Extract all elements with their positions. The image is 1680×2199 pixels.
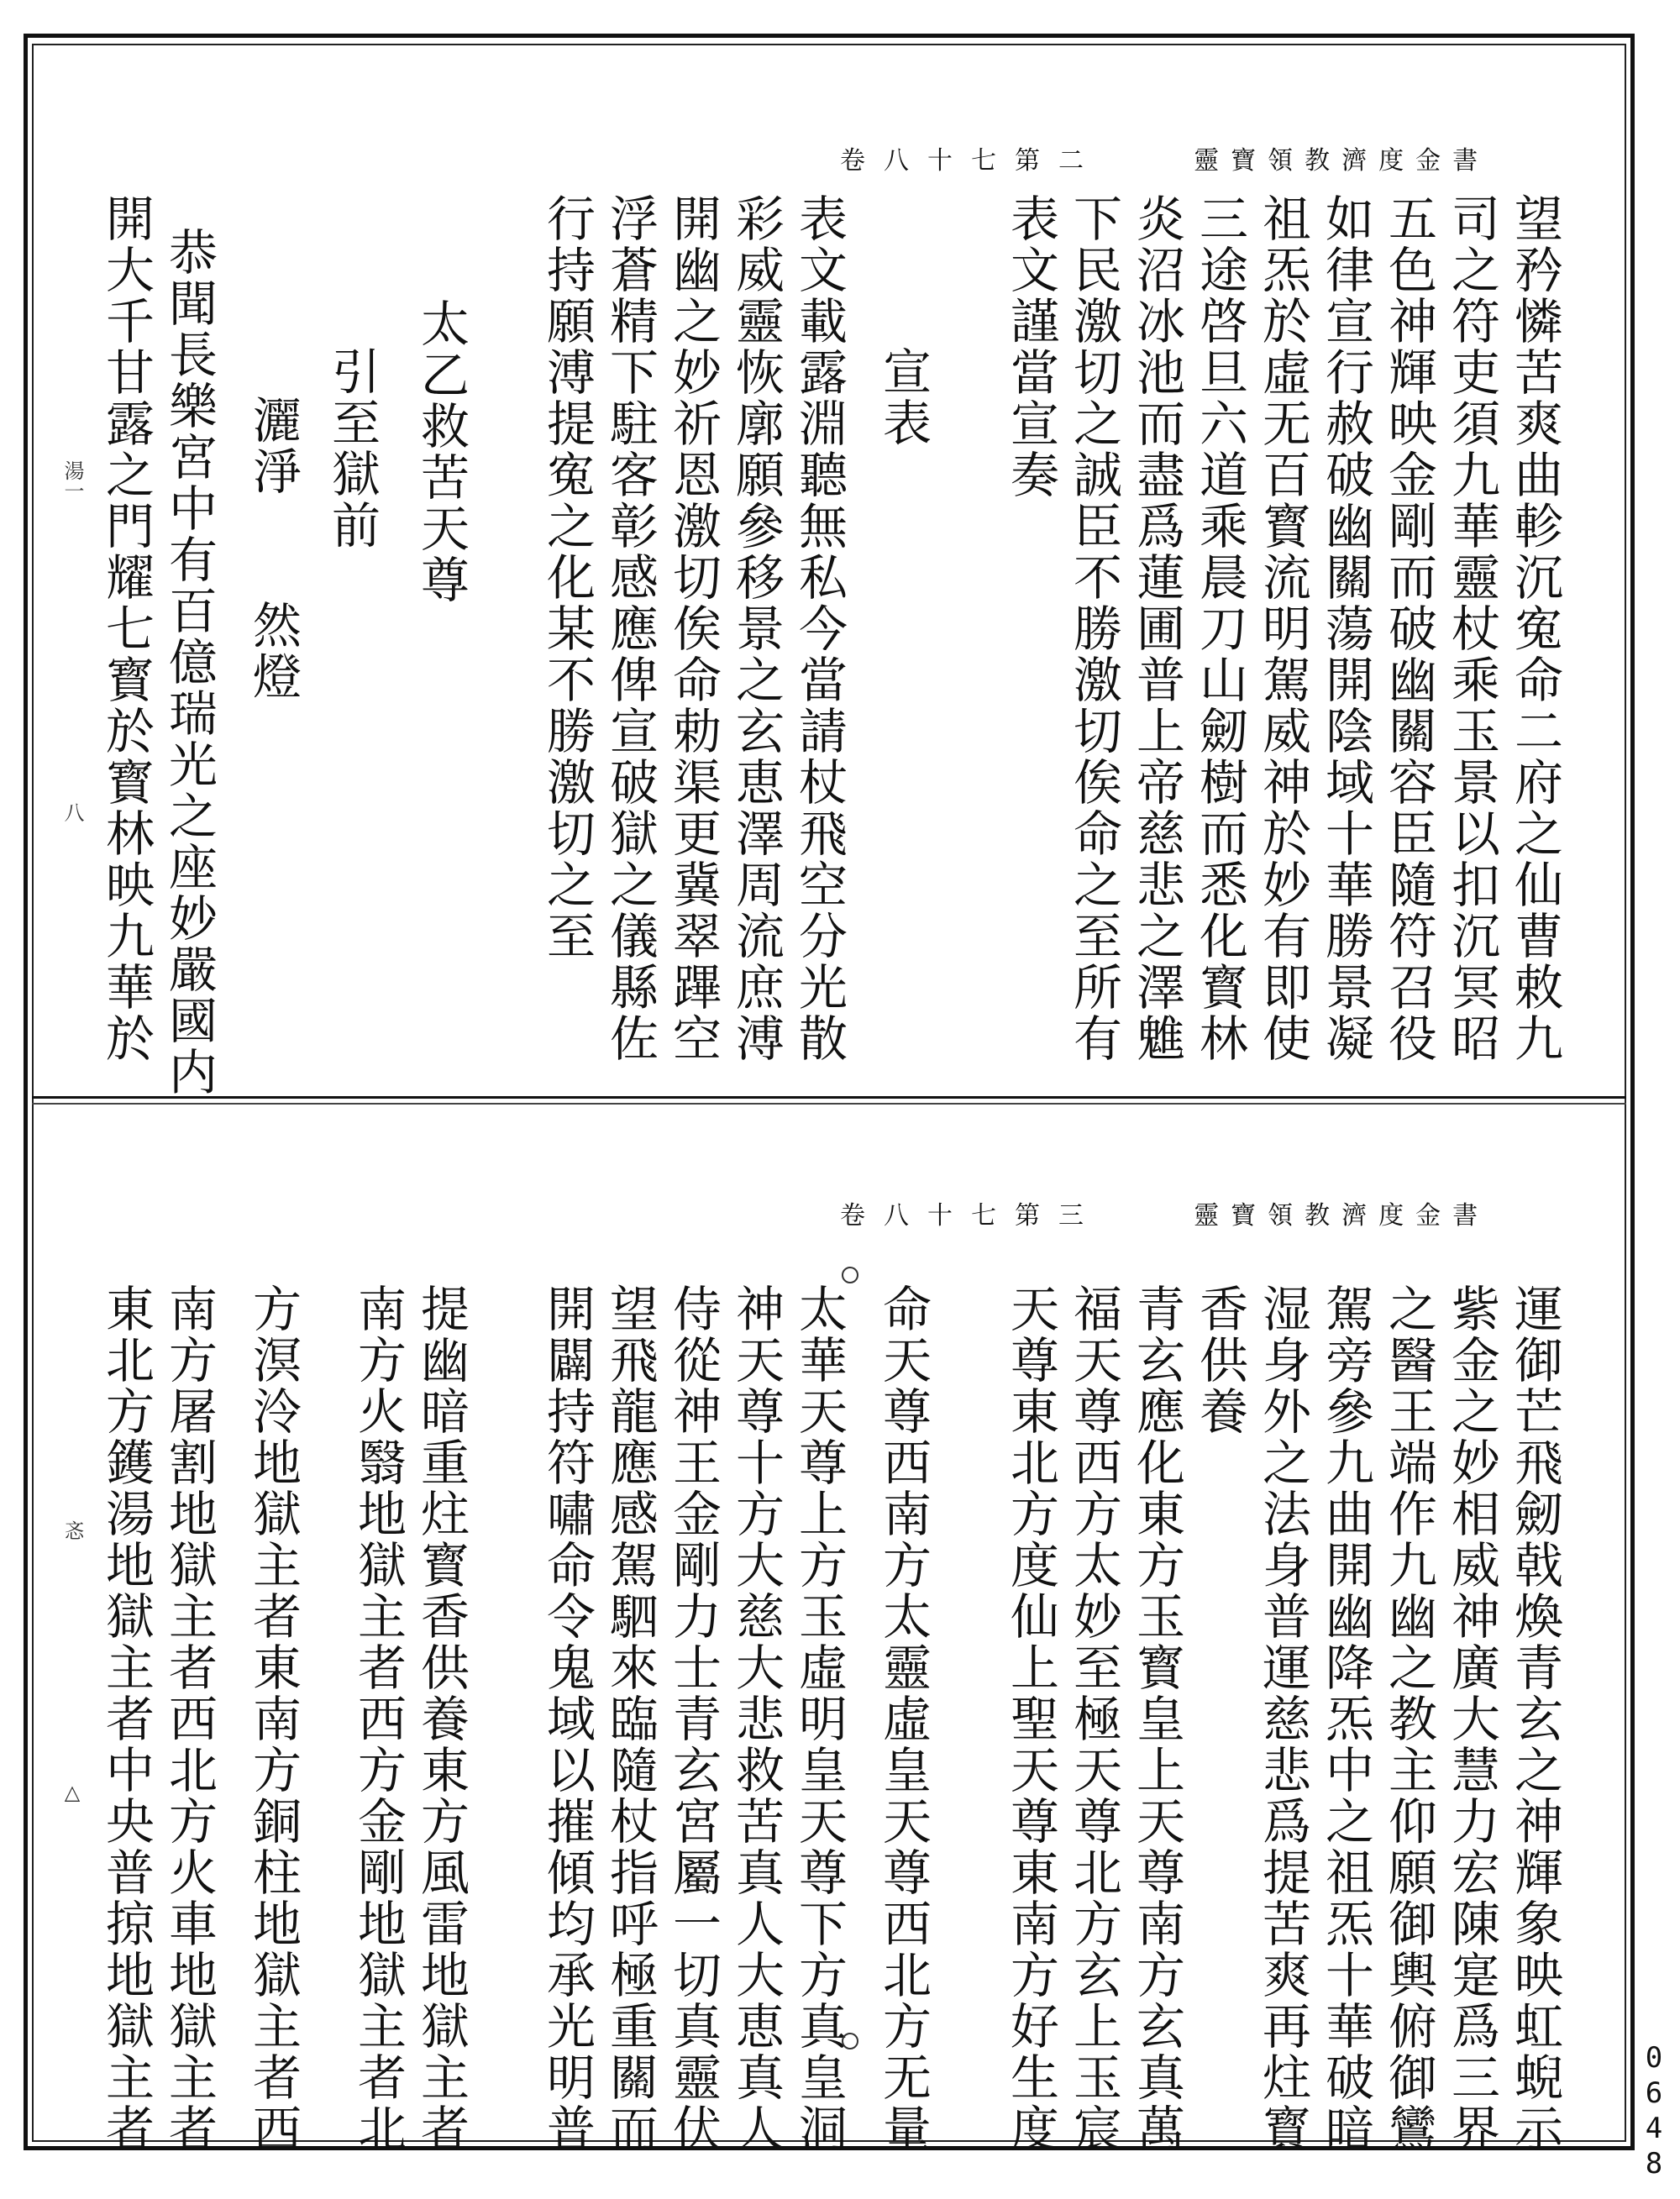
- text-column: 炎沼冰池而盡爲蓮圃普上帝慈悲之澤魋: [1128, 193, 1185, 1064]
- page-divider: [32, 1096, 1626, 1105]
- text-column: 表文載露淵聽無私今當請杖飛空分光散: [790, 193, 848, 1064]
- text-column: 開大千甘露之門耀七寳於寳林映九華於: [97, 193, 155, 1064]
- text-column: 望飛龍應感駕駟來臨隨杖指呼極重關而: [601, 1283, 659, 2154]
- text-column: 紫金之妙相威神廣大慧力宏陳寔爲三界: [1443, 1283, 1500, 2154]
- text-column: 開幽之妙祈恩激切俟命勅渠更冀翠蹕空: [664, 193, 722, 1064]
- page-number: 0648: [1637, 2041, 1671, 2182]
- text-column: 司之符吏須九華靈杖乘玉景以扣沉冥昭: [1443, 193, 1500, 1064]
- bottom-page-header: [840, 1199, 1489, 1233]
- ring-mark: [842, 2033, 858, 2049]
- text-column: 駕旁參九曲開幽降炁中之祖炁十華破暗: [1317, 1283, 1374, 2154]
- text-column: 灑淨 然燈: [244, 395, 302, 702]
- text-column: 方溟泠地獄主者東南方銅柱地獄主者西: [244, 1283, 302, 2154]
- text-column: 之醫王端作九幽之教主仰願御輿俯御鸞: [1380, 1283, 1437, 2154]
- ring-mark: [842, 1267, 858, 1283]
- text-column: 香供養: [1191, 1283, 1248, 1437]
- text-column: 引至獄前: [323, 346, 381, 551]
- text-column: 南方火翳地獄主者西方金剛地獄主者北: [349, 1283, 407, 2154]
- text-column: 福天尊西方太妙至極天尊北方玄上玉宸: [1065, 1283, 1122, 2154]
- side-note: 湯一: [60, 460, 84, 501]
- margin-mark: 八: [60, 802, 84, 822]
- text-column: 開闢持符嘯命令鬼域以摧傾均承光明普: [538, 1283, 596, 2154]
- top-header-title: 靈寶領教濟度金書: [1194, 146, 1490, 176]
- text-column: 命天尊西南方太靈虛皇天尊西北方无量: [874, 1283, 932, 2154]
- text-column: 如律宣行赦破幽關蕩開陰域十華勝景凝: [1317, 193, 1374, 1064]
- bottom-header-title: 靈寶領教濟度金書: [1194, 1201, 1490, 1231]
- text-column: 東北方鑊湯地獄主者中央普掠地獄主者: [97, 1283, 155, 2154]
- text-column: 南方屠割地獄主者西北方火車地獄主者: [160, 1283, 218, 2154]
- text-column: 太華天尊上方玉虛明皇天尊下方真皇洞: [790, 1283, 848, 2154]
- text-column: 提幽暗重炷寳香供養東方風雷地獄主者: [412, 1283, 470, 2154]
- text-column: 望矜憐苦爽曲軫沉寃命二府之仙曹敕九: [1506, 193, 1563, 1064]
- text-column: 行持願溥提寃之化某不勝激切之至: [538, 193, 596, 962]
- bottom-header-volume: 卷八十七第三: [840, 1201, 1102, 1231]
- text-column: 恭聞長樂宮中有百億瑞光之座妙嚴國内: [160, 227, 218, 1098]
- margin-mark: △: [60, 1781, 84, 1804]
- margin-mark: 忞: [60, 1520, 84, 1540]
- text-column: 三途啓旦六道乘晨刀山劒樹而悉化寳林: [1191, 193, 1248, 1064]
- text-column: 表文謹當宣奏: [1002, 193, 1059, 501]
- text-column: 宣表: [874, 346, 932, 449]
- text-column: 青玄應化東方玉寳皇上天尊南方玄真萬: [1128, 1283, 1185, 2154]
- text-column: 太乙救苦天尊: [412, 298, 470, 606]
- text-column: 彩威靈恢廓願參移景之玄恵澤周流庶溥: [727, 193, 785, 1064]
- text-column: 下民激切之誠臣不勝激切俟命之至所有: [1065, 193, 1122, 1064]
- text-column: 浮蒼精下駐客彰感應俾宣破獄之儀縣佐: [601, 193, 659, 1064]
- text-column: 五色神輝映金剛而破幽關容臣隨符召役: [1380, 193, 1437, 1064]
- text-column: 運御芒飛劒戟煥青玄之神輝象映虹蜺示: [1506, 1283, 1563, 2154]
- text-column: 湿身外之法身普運慈悲爲提苦爽再炷寳: [1254, 1283, 1311, 2154]
- top-header-volume: 卷八十七第二: [840, 146, 1102, 176]
- text-column: 天尊東北方度仙上聖天尊東南方好生度: [1002, 1283, 1059, 2154]
- text-column: 侍從神王金剛力士青玄宮屬一切真靈伏: [664, 1283, 722, 2154]
- text-column: 神天尊十方大慈大悲救苦真人大恵真人: [727, 1283, 785, 2154]
- text-column: 祖炁於虛无百寳流明駕威神於妙有即使: [1254, 193, 1311, 1064]
- top-page-header: [840, 144, 1489, 178]
